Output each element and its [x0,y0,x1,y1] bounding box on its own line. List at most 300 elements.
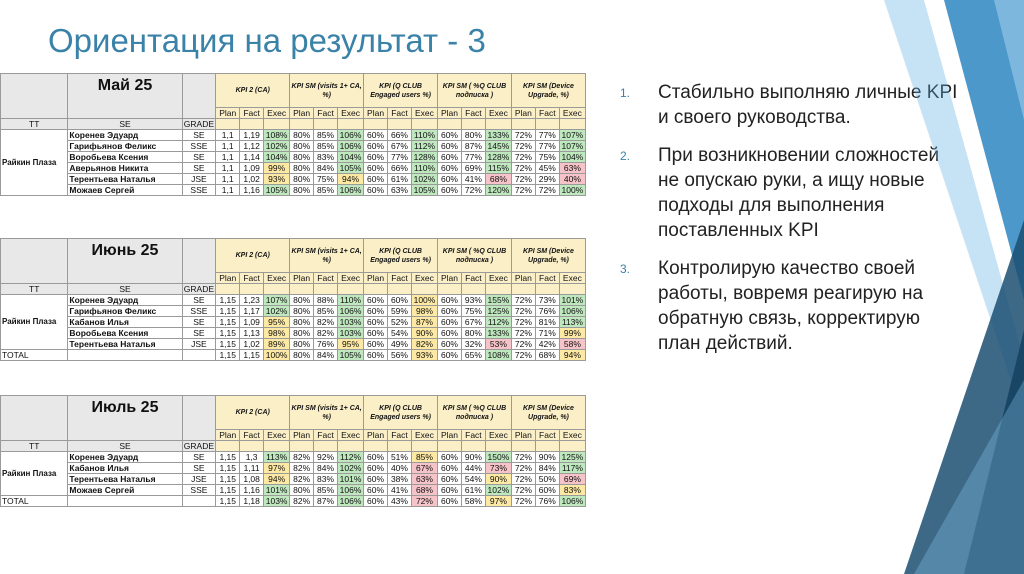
kpi-group-header: KPI SM (visits 1+ CA, %) [290,396,364,430]
sub-header: Exec [264,108,290,119]
kpi-value: 60% [364,295,388,306]
grade-header-top [182,239,216,284]
kpi-value: 72% [511,474,535,485]
kpi-value: 72% [511,306,535,317]
spacer-cell [364,441,388,452]
kpi-value: 60% [438,463,462,474]
total-value: 93% [411,350,437,361]
se-header: SE [68,119,182,130]
kpi-value: 97% [264,463,290,474]
kpi-group-header: KPI SM (Device Upgrade, %) [511,74,585,108]
kpi-value: 83% [559,485,585,496]
bullet-text: Контролирую качество своей работы, вовремя реагирую на обратную связь, корректирую план действий. [658,258,924,354]
kpi-value: 1,08 [240,474,264,485]
total-value: 1,15 [240,350,264,361]
sub-header: Exec [485,108,511,119]
spacer-cell [559,441,585,452]
kpi-value: 112% [485,317,511,328]
sub-header: Fact [461,108,485,119]
spacer-cell [511,119,535,130]
table-row [1,463,586,474]
total-value: 108% [485,350,511,361]
kpi-value: 69% [559,474,585,485]
kpi-value: 104% [559,152,585,163]
total-value: 60% [364,350,388,361]
spacer-cell [461,284,485,295]
total-blank [68,496,182,507]
kpi-group-header: KPI (Q CLUB Engaged users %) [364,239,438,273]
kpi-value: 60% [364,317,388,328]
employee-name: Коренев Эдуард [68,130,182,141]
kpi-value: 98% [264,328,290,339]
kpi-table-july [0,395,586,507]
total-value: 100% [264,350,290,361]
kpi-value: 1,15 [216,339,240,350]
kpi-value: 81% [535,317,559,328]
kpi-value: 49% [388,339,412,350]
sub-header: Fact [461,430,485,441]
slide-title: Ориентация на результат - 3 [48,22,486,59]
spacer-cell [535,441,559,452]
kpi-value: 80% [290,317,314,328]
employee-grade: SE [182,295,216,306]
spacer-cell [388,284,412,295]
kpi-value: 106% [338,306,364,317]
total-value: 106% [338,496,364,507]
kpi-value: 82% [290,474,314,485]
kpi-value: 85% [411,452,437,463]
kpi-value: 80% [290,328,314,339]
kpi-value: 75% [314,174,338,185]
kpi-value: 40% [388,463,412,474]
kpi-value: 80% [290,295,314,306]
kpi-value: 60% [364,163,388,174]
kpi-value: 1,15 [216,474,240,485]
kpi-value: 101% [338,474,364,485]
total-value: 106% [559,496,585,507]
kpi-value: 1,1 [216,174,240,185]
employee-grade: SE [182,317,216,328]
kpi-value: 82% [314,317,338,328]
kpi-value: 85% [314,130,338,141]
kpi-value: 102% [411,174,437,185]
spacer-cell [388,119,412,130]
kpi-value: 72% [511,317,535,328]
kpi-value: 44% [461,463,485,474]
kpi-value: 54% [461,474,485,485]
spacer-cell [438,119,462,130]
sub-header: Fact [535,273,559,284]
kpi-value: 80% [290,339,314,350]
kpi-value: 60% [438,163,462,174]
kpi-value: 72% [511,295,535,306]
employee-grade: SE [182,328,216,339]
kpi-value: 60% [364,328,388,339]
se-header: SE [68,441,182,452]
kpi-value: 80% [290,185,314,196]
total-value: 72% [511,496,535,507]
kpi-value: 60% [364,185,388,196]
kpi-value: 85% [314,306,338,317]
kpi-value: 115% [485,163,511,174]
kpi-value: 82% [290,452,314,463]
kpi-value: 73% [485,463,511,474]
table-row [1,152,586,163]
kpi-group-header: KPI (Q CLUB Engaged users %) [364,74,438,108]
total-value: 82% [290,496,314,507]
kpi-value: 1,02 [240,174,264,185]
kpi-value: 52% [388,317,412,328]
table-row [1,328,586,339]
employee-name: Воробьева Ксения [68,328,182,339]
kpi-value: 72% [511,485,535,496]
total-value: 72% [511,350,535,361]
kpi-value: 125% [559,452,585,463]
kpi-value: 83% [314,152,338,163]
store-name: Райкин Плаза [1,295,68,350]
sub-header: Plan [290,108,314,119]
sub-header: Fact [388,273,412,284]
kpi-value: 60% [438,130,462,141]
kpi-value: 60% [438,152,462,163]
spacer-cell [535,119,559,130]
sub-header: Exec [411,108,437,119]
kpi-group-header: KPI 2 (CA) [216,74,290,108]
spacer-cell [314,119,338,130]
sub-header: Fact [240,430,264,441]
month-title: Июнь 25 [68,239,182,284]
spacer-cell [264,441,290,452]
kpi-value: 72% [511,463,535,474]
grade-header: GRADE [183,441,215,451]
employee-name: Терентьева Наталья [68,339,182,350]
spacer-cell [364,284,388,295]
kpi-value: 41% [461,174,485,185]
total-value: 103% [264,496,290,507]
kpi-value: 106% [338,130,364,141]
kpi-value: 66% [388,163,412,174]
month-title: Май 25 [68,74,182,119]
kpi-value: 112% [338,452,364,463]
kpi-value: 100% [411,295,437,306]
kpi-value: 60% [438,185,462,196]
kpi-value: 85% [314,141,338,152]
kpi-value: 80% [290,174,314,185]
employee-name: Можаев Сергей [68,485,182,496]
spacer-cell [461,119,485,130]
total-value: 84% [314,350,338,361]
kpi-value: 104% [264,152,290,163]
employee-grade: SE [182,163,216,174]
kpi-value: 80% [461,130,485,141]
total-value: 87% [314,496,338,507]
corner-cell [1,396,68,441]
kpi-value: 1,14 [240,152,264,163]
kpi-value: 128% [485,152,511,163]
spacer-cell [338,441,364,452]
kpi-value: 77% [535,130,559,141]
kpi-value: 87% [411,317,437,328]
kpi-value: 84% [314,163,338,174]
total-label: TOTAL [1,496,68,507]
table-row [1,317,586,328]
spacer-cell [314,441,338,452]
table-row [1,130,586,141]
kpi-value: 72% [461,185,485,196]
total-value: 1,15 [216,350,240,361]
sub-header: Exec [411,430,437,441]
table-row [1,485,586,496]
spacer-cell [240,441,264,452]
sub-header: Exec [559,273,585,284]
kpi-value: 80% [461,328,485,339]
kpi-value: 83% [314,474,338,485]
kpi-value: 53% [485,339,511,350]
kpi-value: 29% [535,174,559,185]
sub-header: Fact [240,108,264,119]
kpi-value: 80% [290,130,314,141]
tt-header: TT [1,284,68,295]
bullet-number: 3. [620,262,631,276]
kpi-value: 58% [559,339,585,350]
spacer-cell [485,119,511,130]
sub-header: Plan [216,273,240,284]
employee-name: Коренев Эдуард [68,295,182,306]
kpi-value: 103% [338,317,364,328]
kpi-value: 32% [461,339,485,350]
sub-header: Fact [314,273,338,284]
total-value: 60% [438,496,462,507]
kpi-value: 54% [388,328,412,339]
kpi-group-header: KPI SM (visits 1+ CA, %) [290,239,364,273]
kpi-value: 95% [264,317,290,328]
table-row [1,452,586,463]
employee-grade: SE [182,130,216,141]
table-row [1,295,586,306]
kpi-value: 1,19 [240,130,264,141]
kpi-group-header: KPI SM ( %Q CLUB подписка ) [438,74,512,108]
kpi-value: 120% [485,185,511,196]
sub-header: Plan [438,108,462,119]
kpi-value: 61% [461,485,485,496]
total-value: 68% [535,350,559,361]
total-value: 76% [535,496,559,507]
kpi-value: 88% [314,295,338,306]
kpi-value: 63% [559,163,585,174]
total-blank [68,350,182,361]
kpi-value: 63% [388,185,412,196]
bullet-text: Стабильно выполняю личные KPI и своего руководства. [658,82,958,128]
kpi-group-header: KPI SM (Device Upgrade, %) [511,396,585,430]
kpi-value: 155% [485,295,511,306]
kpi-value: 73% [535,295,559,306]
kpi-value: 95% [338,339,364,350]
kpi-group-header: KPI 2 (CA) [216,239,290,273]
employee-grade: SSE [182,141,216,152]
kpi-value: 105% [264,185,290,196]
kpi-value: 82% [411,339,437,350]
spacer-cell [338,284,364,295]
kpi-value: 60% [438,174,462,185]
kpi-value: 89% [264,339,290,350]
employee-grade: JSE [182,174,216,185]
kpi-value: 1,17 [240,306,264,317]
month-title: Июль 25 [68,396,182,441]
sub-header: Fact [535,430,559,441]
employee-name: Гарифьянов Феликс [68,141,182,152]
kpi-value: 75% [535,152,559,163]
kpi-value: 1,15 [216,328,240,339]
kpi-value: 67% [461,317,485,328]
kpi-value: 90% [485,474,511,485]
kpi-value: 38% [388,474,412,485]
employee-grade: SSE [182,185,216,196]
kpi-value: 101% [264,485,290,496]
kpi-value: 84% [535,463,559,474]
employee-name: Кабанов Илья [68,463,182,474]
kpi-value: 60% [535,485,559,496]
store-name: Райкин Плаза [1,452,68,496]
kpi-value: 94% [264,474,290,485]
table-row [1,339,586,350]
kpi-value: 108% [264,130,290,141]
kpi-value: 60% [438,141,462,152]
employee-name: Воробьева Ксения [68,152,182,163]
grade-header-top [182,396,216,441]
decorative-triangles [884,0,1024,574]
sub-header: Plan [216,108,240,119]
spacer-cell [240,284,264,295]
total-value: 80% [290,350,314,361]
spacer-cell [290,441,314,452]
kpi-table [0,73,586,196]
kpi-value: 60% [438,452,462,463]
total-value: 58% [461,496,485,507]
kpi-value: 107% [559,130,585,141]
kpi-value: 40% [559,174,585,185]
kpi-value: 72% [511,141,535,152]
spacer-cell [511,284,535,295]
employee-grade: SE [182,152,216,163]
sub-header: Exec [264,430,290,441]
sub-header: Plan [216,430,240,441]
kpi-value: 1,15 [216,452,240,463]
employee-grade: SSE [182,485,216,496]
sub-header: Plan [438,430,462,441]
kpi-value: 84% [314,463,338,474]
kpi-value: 99% [559,328,585,339]
kpi-value: 1,1 [216,130,240,141]
kpi-value: 117% [559,463,585,474]
kpi-value: 1,3 [240,452,264,463]
kpi-value: 1,16 [240,185,264,196]
kpi-value: 102% [485,485,511,496]
kpi-value: 107% [559,141,585,152]
kpi-group-header: KPI SM (Device Upgrade, %) [511,239,585,273]
kpi-value: 75% [461,306,485,317]
sub-header: Fact [535,108,559,119]
kpi-value: 101% [559,295,585,306]
kpi-value: 1,15 [216,295,240,306]
sub-header: Fact [388,108,412,119]
kpi-value: 1,15 [216,317,240,328]
sub-header: Fact [461,273,485,284]
sub-header: Plan [290,430,314,441]
kpi-value: 1,15 [216,306,240,317]
kpi-value: 68% [485,174,511,185]
spacer-cell [388,441,412,452]
table-row [1,306,586,317]
kpi-value: 106% [338,185,364,196]
kpi-value: 72% [511,174,535,185]
spacer-cell [264,119,290,130]
kpi-value: 105% [411,185,437,196]
table-row [1,141,586,152]
kpi-table [0,238,586,361]
kpi-value: 82% [314,328,338,339]
kpi-value: 72% [511,152,535,163]
employee-name: Терентьева Наталья [68,174,182,185]
kpi-value: 112% [411,141,437,152]
kpi-value: 128% [411,152,437,163]
kpi-table-june [0,238,586,361]
kpi-value: 67% [388,141,412,152]
employee-name: Терентьева Наталья [68,474,182,485]
spacer-cell [216,284,240,295]
sub-header: Exec [264,273,290,284]
bullet-text: При возникновении сложностей не опускаю руки, а ищу новые подходы для выполнения поставленных KPI [658,145,940,241]
kpi-value: 80% [290,163,314,174]
kpi-value: 72% [535,185,559,196]
sub-header: Plan [511,273,535,284]
kpi-value: 102% [338,463,364,474]
spacer-cell [314,284,338,295]
kpi-value: 80% [290,152,314,163]
sub-header: Fact [240,273,264,284]
total-value: 97% [485,496,511,507]
total-value: 1,15 [216,496,240,507]
employee-name: Можаев Сергей [68,185,182,196]
spacer-cell [559,119,585,130]
total-row [1,496,586,507]
employee-grade: SE [182,452,216,463]
kpi-value: 72% [511,339,535,350]
spacer-cell [438,284,462,295]
kpi-value: 102% [264,306,290,317]
total-blank [182,496,216,507]
kpi-group-header: KPI SM ( %Q CLUB подписка ) [438,396,512,430]
sub-header: Plan [438,273,462,284]
spacer-cell [411,441,437,452]
spacer-cell [461,441,485,452]
spacer-cell [485,284,511,295]
spacer-cell [338,119,364,130]
sub-header: Plan [290,273,314,284]
total-value: 43% [388,496,412,507]
spacer-cell [364,119,388,130]
kpi-value: 125% [485,306,511,317]
kpi-value: 1,09 [240,163,264,174]
employee-name: Гарифьянов Феликс [68,306,182,317]
sub-header: Exec [338,273,364,284]
kpi-value: 85% [314,185,338,196]
kpi-value: 45% [535,163,559,174]
table-row [1,185,586,196]
kpi-value: 1,1 [216,152,240,163]
table-row [1,174,586,185]
kpi-value: 133% [485,328,511,339]
sub-header: Exec [411,273,437,284]
